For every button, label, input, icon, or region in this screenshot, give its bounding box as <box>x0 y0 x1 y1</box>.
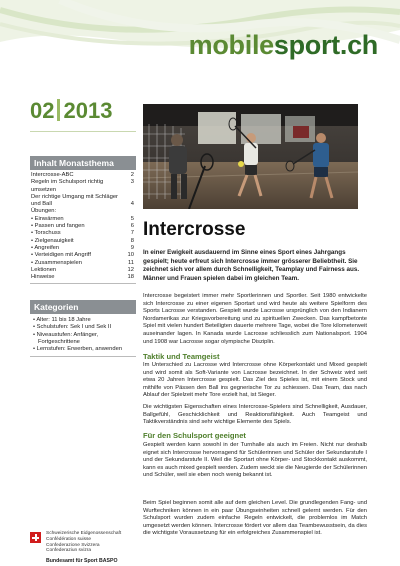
category-item: • Alter: 11 bis 18 Jahre <box>33 317 91 323</box>
issue-underline <box>30 131 136 132</box>
toc-item[interactable]: • Angreifen 9 <box>31 244 134 251</box>
categories-list <box>30 314 136 357</box>
toc-item[interactable]: Der richtige Umgang mit Schläger <box>31 193 118 200</box>
gym-players-illustration <box>143 104 358 209</box>
toc-item[interactable]: und Ball 4 <box>31 201 134 208</box>
toc-item[interactable]: Hinweise 18 <box>31 274 134 281</box>
toc-box <box>30 156 136 284</box>
article-lead: In einer Ewigkeit ausdauernd im Sinne eines Sport eines Jahrgangs gespielt; heute erfreut sich Intercrosse immer grösserer Beliebtheit. Sie zeichnet sich vor allem durch Schnelligkeit, Teamplay und Fairness aus. Männer und Frauen spielen dabei im gleichen Team. <box>143 249 360 282</box>
article-paragraph: Die wichtigsten Eigenschaften eines Intercrosse-Spielers sind Schnelligkeit, Ausdauer, Ballgefühl, Geschicklichkeit und Reaktionsfähigkeit. Auch Teamgeist und Taktikverständnis sind sehr wichtige Elemente des Spiels. <box>143 404 367 426</box>
article-title: Intercrosse <box>143 219 246 240</box>
toc-list <box>30 170 136 284</box>
federation-names: Schweizerische Eidgenossenschaft Confédération suisse Confederazione Svizzera Confederaziun svizra <box>46 531 122 554</box>
category-item: • Niveaustufen: Anfänger, Fortgeschrittene <box>33 331 99 345</box>
article-paragraph: Intercrosse begeistert immer mehr Sportlerinnen und Sportler. Seit 1980 entwickelte sich Intercrosse zu einer eigenen Sportart und wird heute als weitere Spielform des Sports Lacrosse verstanden. Gespielt wurde Lacrosse ursprünglich von den Indianern Nordamerikas zur Kriegsvorbereitung und zu spirituellen Zwecken. Das kampfbetonte Spiel mit vielen hundert Beteiligten dauerte mehrere Tage, wobei die Tore kilometerweit auseinander lagen. In Kanada wurde Lacrosse schliesslich zum Nationalsport. 1904 und 1908 war Lacrosse sogar olympische Disziplin. <box>143 293 367 345</box>
toc-item[interactable]: Intercrosse-ABC 2 <box>31 172 134 178</box>
categories-title: Kategorien <box>30 300 136 314</box>
issue-divider <box>57 99 60 121</box>
categories-box <box>30 300 136 357</box>
toc-item[interactable]: • Einwärmen 5 <box>31 215 134 222</box>
issue-number: 02 2013 <box>30 98 113 123</box>
toc-item[interactable]: Lektionen 12 <box>31 266 134 273</box>
category-item: • Schulstufen: Sek I und Sek II <box>33 324 112 331</box>
article-paragraph: Im Unterschied zu Lacrosse wird Intercrosse ohne Körperkontakt und Mixed gespielt und wird somit als Soft-Variante von Lacrosse bezeichnet. In der Schweiz wird seit etwa 20 Jahren Intercrosse gespielt. Das Ziel des Spieles ist, mit einem Stock und mithilfe von Pässen den Ball ins gegnerische Tor zu schiessen. Das Team, das nach Ablauf der Spielzeit mehr Tore erzielt hat, ist Sieger. <box>143 362 367 399</box>
category-item: • Lernstufen: Erwerben, anwenden <box>33 346 123 353</box>
mobilesport-logo: mobilesport.ch <box>188 30 378 60</box>
section-heading: Taktik und Teamgeist <box>143 352 220 361</box>
toc-title: Inhalt Monatsthema <box>30 156 136 170</box>
agency-name: Bundesamt für Sport BASPO <box>46 558 118 564</box>
section-heading: Für den Schulsport geeignet <box>143 431 246 440</box>
swiss-flag-icon <box>30 532 41 543</box>
article-paragraph: Beim Spiel beginnen somit alle auf dem gleichen Level. Die grundlegenden Fang- und Wurftechniken können in ein paar Übungseinheiten schnell gelernt werden. Für den Schulsport wurden zudem einfache Regeln entwickelt, die problemlos im Match umgesetzt werden können. Intercrosse fördert vor allem das Teambewusstsein, da dies die wichtigste Voraussetzung für ein erfolgreiches Zusammenspiel ist. <box>143 500 367 537</box>
toc-item[interactable]: • Zusammenspielen 11 <box>31 259 134 266</box>
toc-item[interactable]: • Zielgenauigkeit 8 <box>31 237 134 244</box>
toc-item[interactable]: • Verteidigen mit Angriff 10 <box>31 252 134 259</box>
hero-photo <box>143 104 358 209</box>
article-paragraph: Gespielt werden kann sowohl in der Turnhalle als auch im Freien. Nicht nur deshalb eignet sich Intercrosse hervorragend für Schülerinnen und Schüler der Sekundarstufe I und der Sekundarstufe II. Weil die Sportart ohne Körper- und Stockkontakt auskommt, kann es auch mixed gespielt werden. Zudem weckt sie die Neugierde der Schülerinnen und Schüler, weil sie eben noch wenig bekannt ist. <box>143 442 367 479</box>
toc-item[interactable]: • Passen und fangen 6 <box>31 223 134 230</box>
toc-exercises-heading: Übungen: <box>31 208 57 215</box>
toc-item[interactable]: • Torschuss 7 <box>31 230 134 237</box>
toc-item[interactable]: Regeln im Schulsport richtig umsetzen 3 <box>31 179 134 193</box>
